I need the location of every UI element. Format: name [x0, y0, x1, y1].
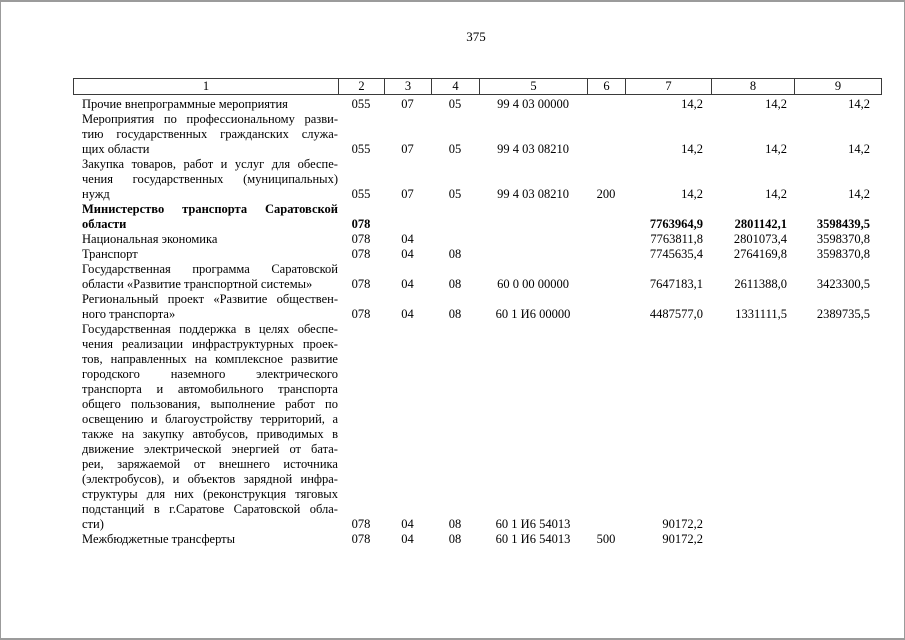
cell-col8: 2801142,1 [734, 217, 787, 231]
table-header-row [73, 78, 882, 95]
cell-col7: 90172,2 [662, 532, 703, 546]
cell-col7: 14,2 [681, 97, 703, 111]
cell-col3: 07 [401, 187, 414, 201]
page-number: 375 [466, 29, 486, 44]
cell-col3: 04 [401, 232, 414, 246]
cell-col9: 3598370,8 [816, 232, 870, 246]
row-label: Межбюджетные трансферты [82, 532, 236, 546]
row-label: Национальная экономика [82, 232, 218, 246]
table-row [73, 292, 882, 322]
cell-col4: 05 [448, 142, 462, 156]
cell-col9: 3423300,5 [816, 277, 870, 291]
cell-col2: 078 [351, 232, 371, 246]
row-label: Закупка товаров, работ и услуг для обеспе- чения государственных (муниципальных) нужд [82, 157, 338, 201]
cell-col8: 2764169,8 [733, 247, 787, 261]
column-header: 6 [587, 78, 625, 95]
row-label: Государственная программа Саратовской области «Развитие транспортной системы» [82, 262, 338, 291]
table-row [73, 232, 882, 247]
cell-col7: 90172,2 [662, 517, 703, 531]
cell-col9: 14,2 [848, 187, 870, 201]
row-label: Государственная поддержка в целях обеспе- чения реализации инфраструктурных проек- тов, направленных на комплексное развитие городского наземного электрического транспорта и автомобильного транспорта общего пользования, выполнение работ по освещению и благоустройству территорий, а также на закупку автобусов, приводимых в движение электрической энергией от бата- реи, заряжаемой от внешнего источника (электробусов), и объектов зарядной инфра- структуры для них (реконструкция тяговых подстанций в г.Саратове Саратовской обла- сти) [82, 322, 338, 531]
cell-col8: 14,2 [765, 187, 787, 201]
cell-col5: 99 4 03 08210 [497, 187, 569, 201]
table-row [73, 322, 882, 532]
cell-col3: 04 [401, 532, 414, 546]
cell-col4: 08 [448, 517, 462, 531]
cell-col8: 2611388,0 [734, 277, 787, 291]
table-row [73, 97, 882, 112]
cell-col8: 2801073,4 [733, 232, 787, 246]
cell-col3: 07 [401, 97, 414, 111]
cell-col9: 2389735,5 [816, 307, 870, 321]
cell-col5: 60 0 00 00000 [497, 277, 569, 291]
row-label: Прочие внепрограммные мероприятия [82, 97, 288, 111]
row-label: Мероприятия по профессиональному разви- тию государственных гражданских служа- щих области [82, 112, 338, 156]
cell-col3: 04 [401, 277, 414, 291]
cell-col2: 078 [351, 307, 371, 321]
cell-col2: 078 [351, 277, 371, 291]
cell-col5: 60 1 И6 00000 [495, 307, 571, 321]
cell-col2: 055 [351, 187, 371, 201]
cell-col7: 7647183,1 [649, 277, 703, 291]
table-row [73, 247, 882, 262]
table-row [73, 532, 882, 547]
cell-col4: 08 [448, 532, 462, 546]
row-label: Транспорт [82, 247, 138, 261]
cell-col2: 078 [351, 217, 371, 231]
cell-col2: 078 [351, 532, 371, 546]
cell-col7: 7763964,9 [649, 217, 703, 231]
table-row [73, 112, 882, 157]
cell-col2: 055 [351, 97, 371, 111]
cell-col2: 078 [351, 247, 371, 261]
cell-col2: 055 [351, 142, 371, 156]
cell-col5: 99 4 03 00000 [497, 97, 569, 111]
row-label: Министерство транспорта Саратовской области [82, 202, 338, 231]
row-label: Региональный проект «Развитие обществен- ного транспорта» [82, 292, 338, 321]
cell-col9: 3598370,8 [816, 247, 870, 261]
cell-col6: 500 [596, 532, 616, 546]
cell-col2: 078 [351, 517, 371, 531]
cell-col4: 05 [448, 187, 462, 201]
table-row [73, 262, 882, 292]
column-header: 8 [711, 78, 794, 95]
cell-col4: 08 [448, 277, 462, 291]
cell-col3: 04 [401, 247, 414, 261]
column-header: 5 [479, 78, 587, 95]
cell-col9: 14,2 [848, 142, 870, 156]
cell-col4: 05 [448, 97, 462, 111]
cell-col4: 08 [448, 307, 462, 321]
column-header: 1 [73, 78, 338, 95]
cell-col5: 60 1 И6 54013 [495, 532, 571, 546]
cell-col5: 99 4 03 08210 [497, 142, 569, 156]
cell-col6: 200 [596, 187, 616, 201]
table-row [73, 157, 882, 202]
cell-col7: 4487577,0 [649, 307, 703, 321]
budget-table [73, 78, 882, 547]
table-row [73, 202, 882, 232]
cell-col9: 3598439,5 [816, 217, 870, 231]
column-header: 9 [794, 78, 882, 95]
table-body [73, 95, 882, 547]
cell-col7: 14,2 [681, 187, 703, 201]
cell-col7: 7763811,8 [650, 232, 703, 246]
cell-col5: 60 1 И6 54013 [495, 517, 571, 531]
column-header: 4 [431, 78, 479, 95]
cell-col8: 1331111,5 [735, 307, 787, 321]
column-header: 3 [384, 78, 431, 95]
column-header: 7 [625, 78, 711, 95]
cell-col8: 14,2 [765, 97, 787, 111]
cell-col9: 14,2 [848, 97, 870, 111]
column-header: 2 [338, 78, 384, 95]
cell-col7: 14,2 [681, 142, 703, 156]
cell-col3: 07 [401, 142, 414, 156]
cell-col3: 04 [401, 307, 414, 321]
cell-col4: 08 [448, 247, 462, 261]
cell-col8: 14,2 [765, 142, 787, 156]
cell-col3: 04 [401, 517, 414, 531]
cell-col7: 7745635,4 [649, 247, 703, 261]
